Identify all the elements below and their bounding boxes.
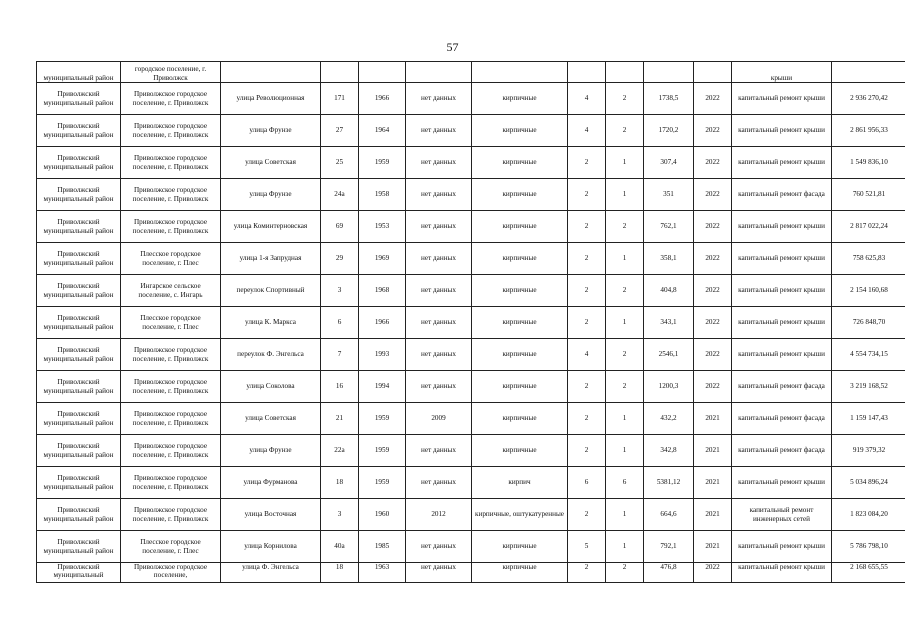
floors-cell: 4 [568, 83, 606, 115]
entrances-cell: 2 [606, 115, 644, 147]
district-cell: Приволжский муниципальный район [37, 371, 121, 403]
cost-cell: 2 861 956,33 [832, 115, 905, 147]
cost-cell: 3 219 168,52 [832, 371, 905, 403]
material-cell: кирпичные [472, 115, 568, 147]
settlement-cell: Приволжское городское поселение, г. Приволжск [121, 179, 221, 211]
plan-year-cell: 2022 [694, 179, 732, 211]
area-cell: 664,6 [644, 499, 694, 531]
district-cell: Приволжский муниципальный район [37, 147, 121, 179]
house-cell: 6 [321, 307, 359, 339]
district-cell: Приволжский муниципальный район [37, 115, 121, 147]
repair-year-cell: нет данных [406, 211, 472, 243]
table-row [37, 339, 905, 371]
street-cell: улица Фрунзе [221, 179, 321, 211]
floors-cell: 4 [568, 115, 606, 147]
entrances-cell: 2 [606, 83, 644, 115]
cost-cell: 1 549 836,10 [832, 147, 905, 179]
work-cell: капитальный ремонт крыши [732, 339, 832, 371]
repair-year-cell: 2012 [406, 499, 472, 531]
floors-cell: 2 [568, 435, 606, 467]
work-cell: капитальный ремонт крыши [732, 83, 832, 115]
cost-cell: 2 154 160,68 [832, 275, 905, 307]
plan-year-cell: 2022 [694, 211, 732, 243]
area-cell: 762,1 [644, 211, 694, 243]
house-cell: 18 [321, 467, 359, 499]
area-cell: 1738,5 [644, 83, 694, 115]
year-cell: 1959 [359, 147, 406, 179]
plan-year-cell: 2022 [694, 339, 732, 371]
street-cell: улица Ф. Энгельса [221, 563, 321, 583]
street-cell: улица 1-я Запрудная [221, 243, 321, 275]
work-cell: капитальный ремонт фасада [732, 403, 832, 435]
cost-cell: 758 625,83 [832, 243, 905, 275]
entrances-cell: 2 [606, 563, 644, 583]
table-row [37, 275, 905, 307]
work-cell: капитальный ремонт крыши [732, 115, 832, 147]
repair-year-cell: нет данных [406, 83, 472, 115]
district-cell: Приволжский муниципальный район [37, 403, 121, 435]
entrances-cell: 6 [606, 467, 644, 499]
settlement-cell: городское поселение, г. Приволжск [121, 62, 221, 83]
floors-cell: 2 [568, 499, 606, 531]
entrances-cell: 2 [606, 339, 644, 371]
housing-repair-table [36, 61, 905, 583]
settlement-cell: Плесское городское поселение, г. Плес [121, 243, 221, 275]
plan-year-cell [694, 62, 732, 83]
house-cell: 7 [321, 339, 359, 371]
district-cell: Приволжский муниципальный район [37, 435, 121, 467]
year-cell: 1966 [359, 307, 406, 339]
year-cell: 1985 [359, 531, 406, 563]
year-cell: 1968 [359, 275, 406, 307]
house-cell: 21 [321, 403, 359, 435]
settlement-cell: Приволжское городское поселение, г. Приволжск [121, 403, 221, 435]
street-cell: улица Соколова [221, 371, 321, 403]
material-cell: кирпичные [472, 275, 568, 307]
cost-cell: 5 786 798,10 [832, 531, 905, 563]
cost-cell: 1 823 084,20 [832, 499, 905, 531]
work-cell: капитальный ремонт крыши [732, 563, 832, 583]
year-cell: 1964 [359, 115, 406, 147]
material-cell: кирпичные [472, 371, 568, 403]
repair-year-cell: нет данных [406, 179, 472, 211]
settlement-cell: Приволжское городское поселение, г. Приволжск [121, 371, 221, 403]
entrances-cell: 1 [606, 403, 644, 435]
work-cell: капитальный ремонт фасада [732, 179, 832, 211]
floors-cell: 2 [568, 307, 606, 339]
street-cell: улица Советская [221, 403, 321, 435]
table-row [37, 115, 905, 147]
table-row [37, 563, 905, 583]
table-row [37, 371, 905, 403]
plan-year-cell: 2022 [694, 147, 732, 179]
table-row [37, 179, 905, 211]
work-cell: капитальный ремонт крыши [732, 275, 832, 307]
table-row [37, 307, 905, 339]
house-cell: 3 [321, 275, 359, 307]
street-cell [221, 62, 321, 83]
cost-cell: 2 168 655,55 [832, 563, 905, 583]
work-cell: капитальный ремонт крыши [732, 307, 832, 339]
entrances-cell: 2 [606, 371, 644, 403]
district-cell: Приволжский муниципальный район [37, 243, 121, 275]
material-cell: кирпичные [472, 435, 568, 467]
street-cell: переулок Ф. Энгельса [221, 339, 321, 371]
settlement-cell: Плесское городское поселение, г. Плес [121, 307, 221, 339]
plan-year-cell: 2022 [694, 243, 732, 275]
cost-cell: 760 521,81 [832, 179, 905, 211]
settlement-cell: Плесское городское поселение, г. Плес [121, 531, 221, 563]
settlement-cell: Приволжское городское поселение, г. Приволжск [121, 339, 221, 371]
table-row [37, 403, 905, 435]
material-cell: кирпичные [472, 243, 568, 275]
plan-year-cell: 2021 [694, 403, 732, 435]
repair-year-cell: нет данных [406, 371, 472, 403]
settlement-cell: Приволжское городское поселение, г. Приволжск [121, 211, 221, 243]
entrances-cell: 1 [606, 531, 644, 563]
work-cell: капитальный ремонт крыши [732, 147, 832, 179]
year-cell: 1959 [359, 467, 406, 499]
plan-year-cell: 2021 [694, 435, 732, 467]
settlement-cell: Приволжское городское поселение, г. Приволжск [121, 83, 221, 115]
table-row [37, 435, 905, 467]
year-cell: 1966 [359, 83, 406, 115]
repair-year-cell: нет данных [406, 307, 472, 339]
material-cell [472, 62, 568, 83]
floors-cell: 2 [568, 147, 606, 179]
material-cell: кирпичные [472, 339, 568, 371]
material-cell: кирпич [472, 467, 568, 499]
district-cell: Приволжский муниципальный район [37, 499, 121, 531]
floors-cell: 2 [568, 403, 606, 435]
repair-year-cell: 2009 [406, 403, 472, 435]
floors-cell: 2 [568, 179, 606, 211]
work-cell: капитальный ремонт фасада [732, 371, 832, 403]
repair-year-cell: нет данных [406, 115, 472, 147]
year-cell: 1963 [359, 563, 406, 583]
cost-cell: 2 936 270,42 [832, 83, 905, 115]
plan-year-cell: 2021 [694, 467, 732, 499]
area-cell: 342,8 [644, 435, 694, 467]
settlement-cell: Приволжское городское поселение, г. Приволжск [121, 115, 221, 147]
work-cell: капитальный ремонт крыши [732, 531, 832, 563]
floors-cell: 5 [568, 531, 606, 563]
area-cell: 792,1 [644, 531, 694, 563]
plan-year-cell: 2021 [694, 499, 732, 531]
repair-year-cell: нет данных [406, 467, 472, 499]
area-cell: 404,8 [644, 275, 694, 307]
house-cell: 18 [321, 563, 359, 583]
plan-year-cell: 2022 [694, 83, 732, 115]
entrances-cell: 1 [606, 147, 644, 179]
floors-cell: 2 [568, 563, 606, 583]
house-cell: 29 [321, 243, 359, 275]
area-cell: 343,1 [644, 307, 694, 339]
year-cell [359, 62, 406, 83]
area-cell: 1720,2 [644, 115, 694, 147]
cost-cell: 1 159 147,43 [832, 403, 905, 435]
table-row [37, 62, 905, 83]
district-cell: Приволжский муниципальный район [37, 211, 121, 243]
street-cell: улица Фрунзе [221, 115, 321, 147]
district-cell: Приволжский муниципальный район [37, 179, 121, 211]
year-cell: 1953 [359, 211, 406, 243]
house-cell: 16 [321, 371, 359, 403]
plan-year-cell: 2022 [694, 563, 732, 583]
table-row [37, 531, 905, 563]
material-cell: кирпичные, оштукатуренные [472, 499, 568, 531]
repair-year-cell: нет данных [406, 275, 472, 307]
material-cell: кирпичные [472, 211, 568, 243]
year-cell: 1960 [359, 499, 406, 531]
settlement-cell: Приволжское городское поселение, [121, 563, 221, 583]
floors-cell: 2 [568, 275, 606, 307]
area-cell: 5381,12 [644, 467, 694, 499]
settlement-cell: Ингарское сельское поселение, с. Ингарь [121, 275, 221, 307]
cost-cell: 5 034 896,24 [832, 467, 905, 499]
work-cell: капитальный ремонт крыши [732, 467, 832, 499]
street-cell: улица Революционная [221, 83, 321, 115]
house-cell: 3 [321, 499, 359, 531]
table-row [37, 211, 905, 243]
street-cell: переулок Спортивный [221, 275, 321, 307]
repair-year-cell [406, 62, 472, 83]
material-cell: кирпичные [472, 563, 568, 583]
year-cell: 1969 [359, 243, 406, 275]
area-cell: 1200,3 [644, 371, 694, 403]
area-cell [644, 62, 694, 83]
street-cell: улица Фрунзе [221, 435, 321, 467]
house-cell: 25 [321, 147, 359, 179]
repair-year-cell: нет данных [406, 531, 472, 563]
house-cell [321, 62, 359, 83]
house-cell: 22а [321, 435, 359, 467]
settlement-cell: Приволжское городское поселение, г. Приволжск [121, 147, 221, 179]
area-cell: 476,8 [644, 563, 694, 583]
district-cell: Приволжский муниципальный район [37, 339, 121, 371]
plan-year-cell: 2022 [694, 371, 732, 403]
repair-year-cell: нет данных [406, 147, 472, 179]
entrances-cell: 2 [606, 211, 644, 243]
table-body [37, 62, 905, 583]
table-row [37, 467, 905, 499]
area-cell: 432,2 [644, 403, 694, 435]
table-row [37, 499, 905, 531]
work-cell: капитальный ремонт крыши [732, 243, 832, 275]
floors-cell [568, 62, 606, 83]
work-cell: капитальный ремонт инженерных сетей [732, 499, 832, 531]
street-cell: улица Советская [221, 147, 321, 179]
district-cell: Приволжский муниципальный район [37, 83, 121, 115]
house-cell: 40а [321, 531, 359, 563]
plan-year-cell: 2022 [694, 307, 732, 339]
cost-cell: 4 554 734,15 [832, 339, 905, 371]
street-cell: улица Коминтерновская [221, 211, 321, 243]
cost-cell [832, 62, 905, 83]
area-cell: 358,1 [644, 243, 694, 275]
house-cell: 69 [321, 211, 359, 243]
work-cell: капитальный ремонт фасада [732, 435, 832, 467]
year-cell: 1993 [359, 339, 406, 371]
area-cell: 351 [644, 179, 694, 211]
material-cell: кирпичные [472, 307, 568, 339]
entrances-cell: 1 [606, 435, 644, 467]
district-cell: Приволжский муниципальный [37, 563, 121, 583]
district-cell: муниципальный район [37, 62, 121, 83]
entrances-cell [606, 62, 644, 83]
street-cell: улица Восточная [221, 499, 321, 531]
table-row [37, 83, 905, 115]
floors-cell: 4 [568, 339, 606, 371]
house-cell: 171 [321, 83, 359, 115]
area-cell: 307,4 [644, 147, 694, 179]
material-cell: кирпичные [472, 531, 568, 563]
repair-year-cell: нет данных [406, 563, 472, 583]
district-cell: Приволжский муниципальный район [37, 275, 121, 307]
district-cell: Приволжский муниципальный район [37, 307, 121, 339]
repair-year-cell: нет данных [406, 339, 472, 371]
repair-year-cell: нет данных [406, 435, 472, 467]
entrances-cell: 1 [606, 499, 644, 531]
plan-year-cell: 2022 [694, 115, 732, 147]
plan-year-cell: 2021 [694, 531, 732, 563]
cost-cell: 919 379,32 [832, 435, 905, 467]
entrances-cell: 1 [606, 179, 644, 211]
year-cell: 1959 [359, 435, 406, 467]
page-number: 57 [446, 40, 459, 54]
entrances-cell: 1 [606, 307, 644, 339]
year-cell: 1959 [359, 403, 406, 435]
settlement-cell: Приволжское городское поселение, г. Приволжск [121, 467, 221, 499]
year-cell: 1994 [359, 371, 406, 403]
work-cell: крыши [732, 62, 832, 83]
material-cell: кирпичные [472, 147, 568, 179]
settlement-cell: Приволжское городское поселение, г. Приволжск [121, 435, 221, 467]
year-cell: 1958 [359, 179, 406, 211]
table-row [37, 243, 905, 275]
entrances-cell: 1 [606, 243, 644, 275]
plan-year-cell: 2022 [694, 275, 732, 307]
house-cell: 24а [321, 179, 359, 211]
cost-cell: 2 817 022,24 [832, 211, 905, 243]
entrances-cell: 2 [606, 275, 644, 307]
table-row [37, 147, 905, 179]
floors-cell: 2 [568, 211, 606, 243]
material-cell: кирпичные [472, 179, 568, 211]
area-cell: 2546,1 [644, 339, 694, 371]
work-cell: капитальный ремонт крыши [732, 211, 832, 243]
material-cell: кирпичные [472, 403, 568, 435]
material-cell: кирпичные [472, 83, 568, 115]
house-cell: 27 [321, 115, 359, 147]
cost-cell: 726 848,70 [832, 307, 905, 339]
street-cell: улица К. Маркса [221, 307, 321, 339]
street-cell: улица Корнилова [221, 531, 321, 563]
floors-cell: 6 [568, 467, 606, 499]
repair-year-cell: нет данных [406, 243, 472, 275]
floors-cell: 2 [568, 243, 606, 275]
district-cell: Приволжский муниципальный район [37, 531, 121, 563]
floors-cell: 2 [568, 371, 606, 403]
settlement-cell: Приволжское городское поселение, г. Приволжск [121, 499, 221, 531]
district-cell: Приволжский муниципальный район [37, 467, 121, 499]
street-cell: улица Фурманова [221, 467, 321, 499]
